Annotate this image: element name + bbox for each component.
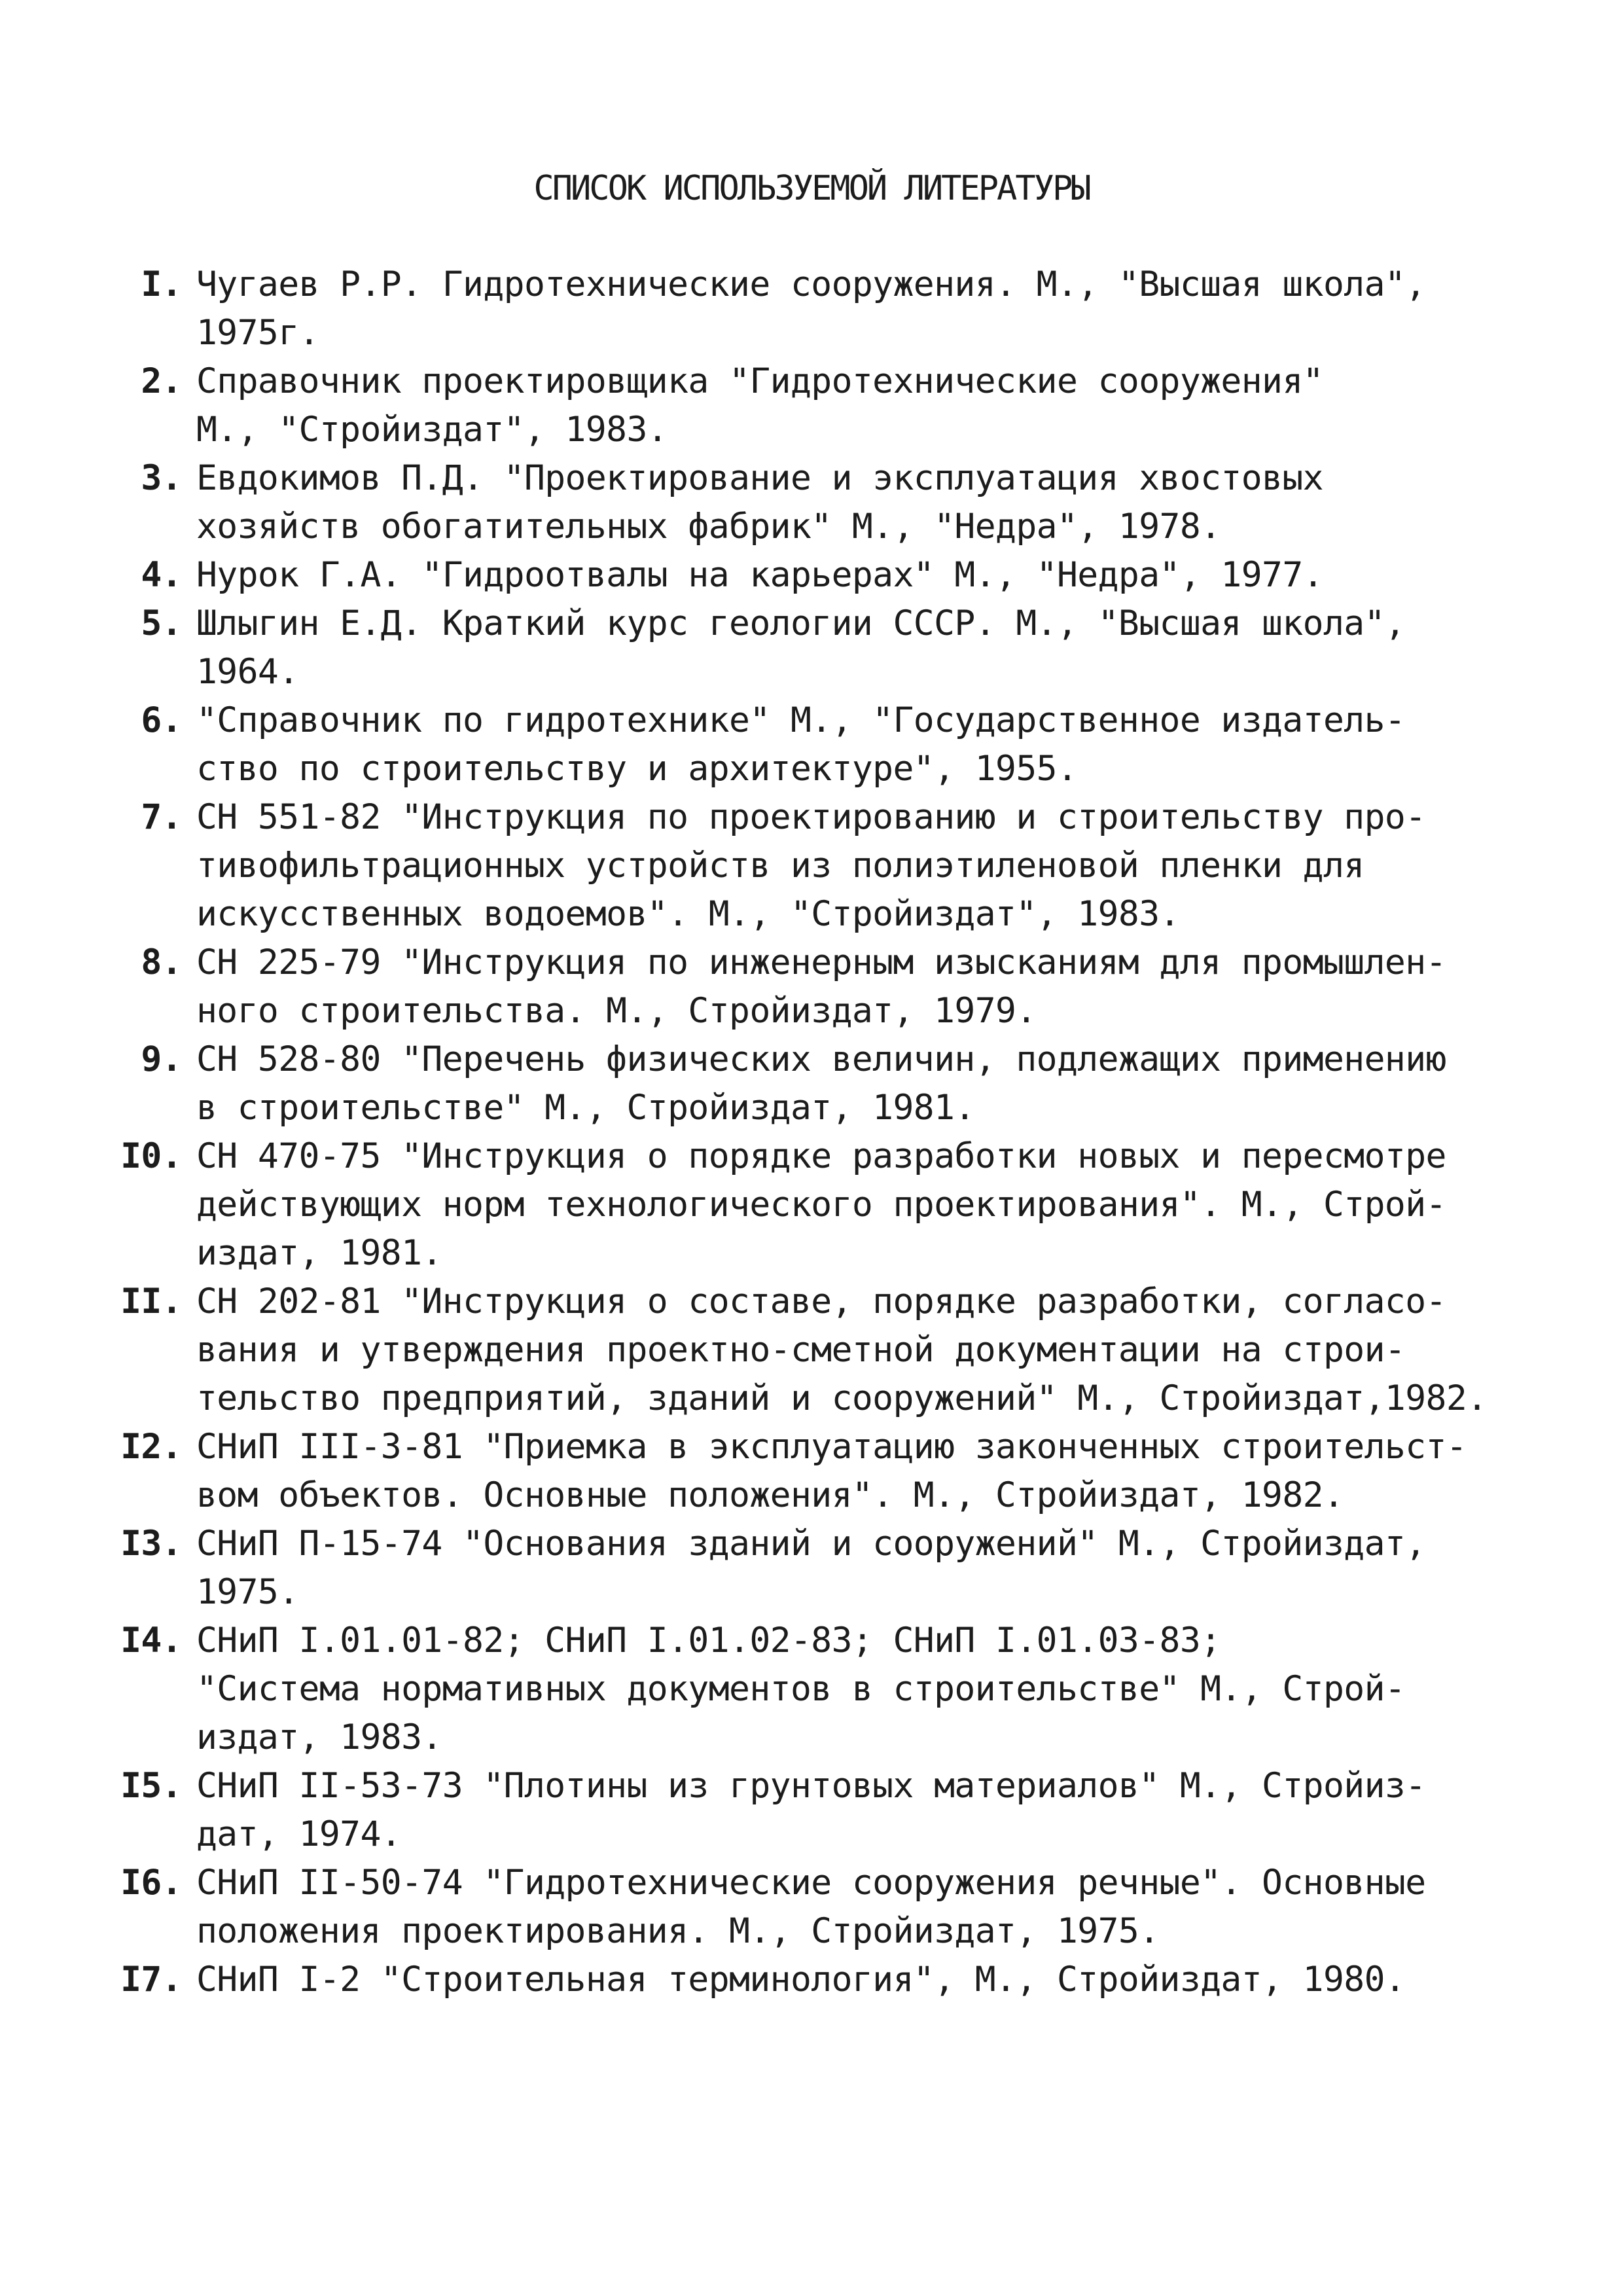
reference-item-8 (105, 939, 1531, 1035)
reference-number: I. (141, 264, 182, 304)
reference-number: I4. (120, 1621, 182, 1660)
reference-number: I7. (120, 1960, 182, 2000)
reference-item-14 (105, 1617, 1531, 1762)
reference-item-6 (105, 696, 1531, 793)
reference-number: 8. (141, 942, 182, 982)
reference-number: 3. (141, 458, 182, 498)
reference-text: СН 470-75 "Инструкция о порядке разработки новых и пересмотре действующих норм технологического проектирования". М., Строй- издат, 1981. (196, 1136, 1446, 1273)
reference-text: Нурок Г.А. "Гидроотвалы на карьерах" М., "Недра", 1977. (196, 555, 1323, 595)
reference-number: 4. (141, 555, 182, 595)
reference-item-7 (105, 793, 1531, 939)
reference-item-5 (105, 600, 1531, 696)
reference-number: I3. (120, 1524, 182, 1564)
reference-number: I6. (120, 1863, 182, 1903)
reference-text: СНиП I.01.01-82; СНиП I.01.02-83; СНиП I.01.03-83; "Система нормативных документов в строительстве" М., Строй- издат, 1983. (196, 1621, 1406, 1757)
reference-number: I0. (120, 1136, 182, 1176)
page-title: СПИСОК ИСПОЛЬЗУЕМОЙ ЛИТЕРАТУРЫ (533, 169, 1090, 208)
reference-text: СНиП I-2 "Строительная терминология", М., Стройиздат, 1980. (196, 1960, 1406, 2000)
reference-text: "Справочник по гидротехнике" М., "Государственное издатель- ство по строительству и архитектуре", 1955. (196, 700, 1406, 789)
reference-number: 6. (141, 700, 182, 740)
reference-number: 5. (141, 603, 182, 643)
reference-number: II. (120, 1282, 182, 1321)
reference-number: 2. (141, 361, 182, 401)
reference-list (105, 260, 1531, 2004)
reference-text: Шлыгин Е.Д. Краткий курс геологии СССР. М., "Высшая школа", 1964. (196, 603, 1406, 692)
reference-number: 7. (141, 797, 182, 837)
reference-text: Справочник проектировщика "Гидротехнические сооружения" М., "Стройиздат", 1983. (196, 361, 1323, 450)
reference-item-16 (105, 1859, 1531, 1956)
reference-text: СНиП II-50-74 "Гидротехнические сооружения речные". Основные положения проектирования. М., Стройиздат, 1975. (196, 1863, 1426, 1951)
reference-item-17 (105, 1956, 1531, 2004)
reference-item-9 (105, 1035, 1531, 1132)
reference-text: СНиП III-3-81 "Приемка в эксплуатацию законченных строительст- вом объектов. Основные положения". М., Стройиздат, 1982. (196, 1427, 1467, 1515)
reference-item-3 (105, 454, 1531, 551)
reference-number: I2. (120, 1427, 182, 1467)
reference-item-15 (105, 1762, 1531, 1859)
reference-text: Евдокимов П.Д. "Проектирование и эксплуатация хвостовых хозяйств обогатительных фабрик" М., "Недра", 1978. (196, 458, 1323, 547)
reference-text: СН 528-80 "Перечень физических величин, подлежащих применению в строительстве" М., Стройиздат, 1981. (196, 1039, 1446, 1128)
reference-text: СНиП II-53-73 "Плотины из грунтовых материалов" М., Стройиз- дат, 1974. (196, 1766, 1426, 1854)
reference-item-13 (105, 1520, 1531, 1617)
reference-item-1 (105, 260, 1531, 357)
reference-item-11 (105, 1278, 1531, 1423)
reference-text: СНиП П-15-74 "Основания зданий и сооружений" М., Стройиздат, 1975. (196, 1524, 1426, 1612)
reference-text: СН 551-82 "Инструкция по проектированию и строительству про- тивофильтрационных устройств из полиэтиленовой пленки для искусственных водоемов". М., "Стройиздат", 1983. (196, 797, 1426, 934)
reference-text: СН 225-79 "Инструкция по инженерным изысканиям для промышлен- ного строительства. М., Стройиздат, 1979. (196, 942, 1446, 1031)
reference-item-4 (105, 551, 1531, 600)
reference-item-12 (105, 1423, 1531, 1520)
reference-number: I5. (120, 1766, 182, 1806)
reference-number: 9. (141, 1039, 182, 1079)
reference-text: Чугаев Р.Р. Гидротехнические сооружения. М., "Высшая школа", 1975г. (196, 264, 1426, 353)
reference-item-10 (105, 1132, 1531, 1278)
reference-item-2 (105, 357, 1531, 454)
reference-text: СН 202-81 "Инструкция о составе, порядке разработки, согласо- вания и утверждения проектно-сметной документации на строи- тельство предприятий, зданий и сооружений" М., Стройиздат,1982. (196, 1282, 1488, 1418)
